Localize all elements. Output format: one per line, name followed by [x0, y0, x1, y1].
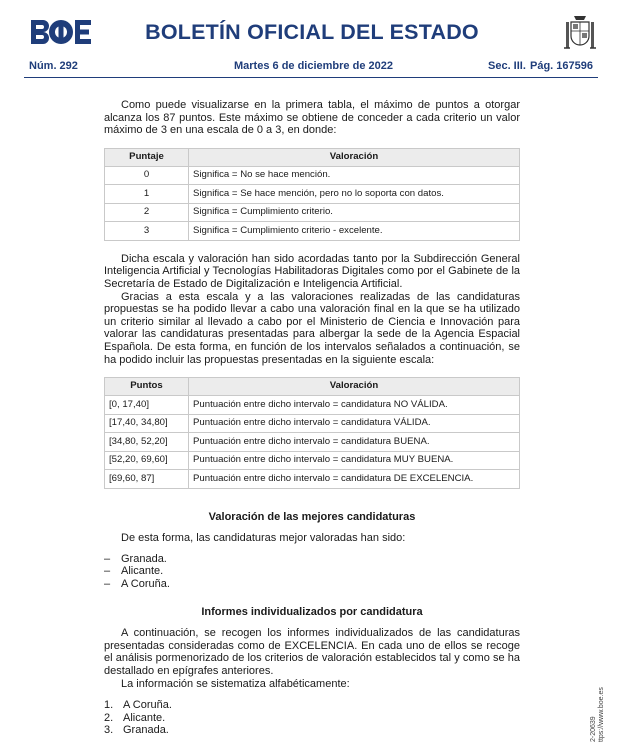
- paragraph: De esta forma, las candidaturas mejor valoradas han sido:: [121, 532, 406, 545]
- table-cell: Significa = No se hace mención.: [189, 166, 520, 185]
- list-marker: –: [104, 565, 111, 578]
- table-cell: Puntuación entre dicho intervalo = candidatura VÁLIDA.: [189, 414, 520, 433]
- table-cell: [17,40, 34,80]: [105, 414, 189, 433]
- table-header-row: [105, 378, 520, 396]
- best-candidates-list: [104, 553, 520, 591]
- section-label: Sec. III.: [488, 60, 526, 72]
- column-header: Puntaje: [105, 148, 189, 166]
- column-header: Valoración: [189, 378, 520, 396]
- table-cell: Puntuación entre dicho intervalo = candidatura BUENA.: [189, 433, 520, 452]
- table-cell: Significa = Cumplimiento criterio.: [189, 203, 520, 222]
- coat-of-arms-icon: [562, 12, 598, 54]
- list-marker: –: [104, 578, 111, 590]
- side-margin-text: [590, 687, 606, 742]
- table-header-row: [105, 148, 520, 166]
- issue-meta-bar: [29, 60, 593, 76]
- table-row: [105, 451, 520, 470]
- list-item: [104, 712, 520, 725]
- list-item: [104, 699, 520, 712]
- table-cell: Puntuación entre dicho intervalo = candidatura MUY BUENA.: [189, 451, 520, 470]
- list-marker: 2.: [104, 711, 114, 724]
- column-header: Valoración: [189, 148, 520, 166]
- verification-code: 2-20639: [590, 716, 597, 742]
- list-marker: 1.: [104, 699, 114, 712]
- issue-date: Martes 6 de diciembre de 2022: [234, 60, 393, 72]
- list-item-text: Granada.: [121, 552, 167, 565]
- list-item: [104, 553, 520, 566]
- table-cell: [52,20, 69,60]: [105, 451, 189, 470]
- table-row: [105, 166, 520, 185]
- verification-url[interactable]: ttps://www.boe.es: [598, 687, 605, 742]
- table-cell: [0, 17,40]: [105, 396, 189, 415]
- list-item-text: Alicante.: [121, 565, 164, 578]
- section-heading: Informes individualizados por candidatura: [201, 605, 423, 618]
- table-row: [105, 470, 520, 489]
- table-row: [105, 222, 520, 241]
- table-row: [105, 203, 520, 222]
- list-marker: –: [104, 552, 111, 565]
- list-item-text: Granada.: [123, 724, 169, 737]
- table-row: [105, 396, 520, 415]
- list-item-text: Alicante.: [123, 711, 166, 724]
- table-row: [105, 414, 520, 433]
- list-item-text: A Coruña.: [121, 578, 170, 590]
- table-cell: 3: [105, 222, 189, 241]
- table-cell: Significa = Cumplimiento criterio - excelente.: [189, 222, 520, 241]
- header-divider: [24, 77, 598, 78]
- table-row: [105, 433, 520, 452]
- page-header: [0, 0, 622, 80]
- list-item: [104, 724, 520, 737]
- intro-paragraph: Como puede visualizarse en la primera tabla, el máximo de puntos a otorgar alcanza los 87 puntos. Este máximo se obtiene de conceder a cada criterio un valor máximo de 3 en una escala de 0 a 3, en donde:: [104, 99, 520, 137]
- paragraph: Gracias a esta escala y a las valoraciones realizadas de las candidaturas propuestas se ha podido llevar a cabo una valoración final en la que se ha utilizado un criterio similar al llevado a cabo por el Ministerio de Ciencia e Innovación para valorar las candidaturas presentadas para albergar la sede de la Agencia Espacial Española. De esta forma, en función de los intervalos señalados a continuación, se ha podido incluir las propuestas presentadas en la siguiente escala:: [104, 290, 520, 366]
- page-title: BOLETÍN OFICIAL DEL ESTADO: [145, 20, 479, 44]
- points-table: [104, 377, 520, 489]
- list-marker: 3.: [104, 724, 114, 737]
- document-body: [104, 99, 520, 737]
- list-item: [104, 578, 520, 591]
- table-cell: Puntuación entre dicho intervalo = candidatura DE EXCELENCIA.: [189, 470, 520, 489]
- page-number: Pág. 167596: [530, 60, 593, 72]
- table-cell: [69,60, 87]: [105, 470, 189, 489]
- issue-number: Núm. 292: [29, 60, 78, 72]
- table-cell: 2: [105, 203, 189, 222]
- table-cell: [34,80, 52,20]: [105, 433, 189, 452]
- reports-list: [104, 699, 520, 737]
- list-item-text: A Coruña.: [123, 699, 172, 712]
- paragraph: La información se sistematiza alfabéticamente:: [121, 677, 350, 690]
- table-cell: Significa = Se hace mención, pero no lo soporta con datos.: [189, 185, 520, 204]
- table-row: [105, 185, 520, 204]
- table-cell: 1: [105, 185, 189, 204]
- boe-logo: [29, 18, 93, 46]
- section-heading: Valoración de las mejores candidaturas: [208, 510, 416, 523]
- column-header: Puntos: [105, 378, 189, 396]
- paragraph: Dicha escala y valoración han sido acordadas tanto por la Subdirección General Inteligencia Artificial y Tecnologías Habilitadoras Digitales como por el Gabinete de la Secretaría de Estado de Digitalización e Inteligencia Artificial.: [104, 252, 520, 290]
- paragraph: A continuación, se recogen los informes individualizados de las candidaturas presentadas consideradas como de EXCELENCIA. En cada uno de ellos se recoge el análisis pormenorizado de los criterios de valoración establecidos tal y como se ha destallado en epígrafes anteriores.: [104, 627, 520, 677]
- table-cell: Puntuación entre dicho intervalo = candidatura NO VÁLIDA.: [189, 396, 520, 415]
- scale-table: [104, 148, 520, 241]
- list-item: [104, 565, 520, 578]
- table-cell: 0: [105, 166, 189, 185]
